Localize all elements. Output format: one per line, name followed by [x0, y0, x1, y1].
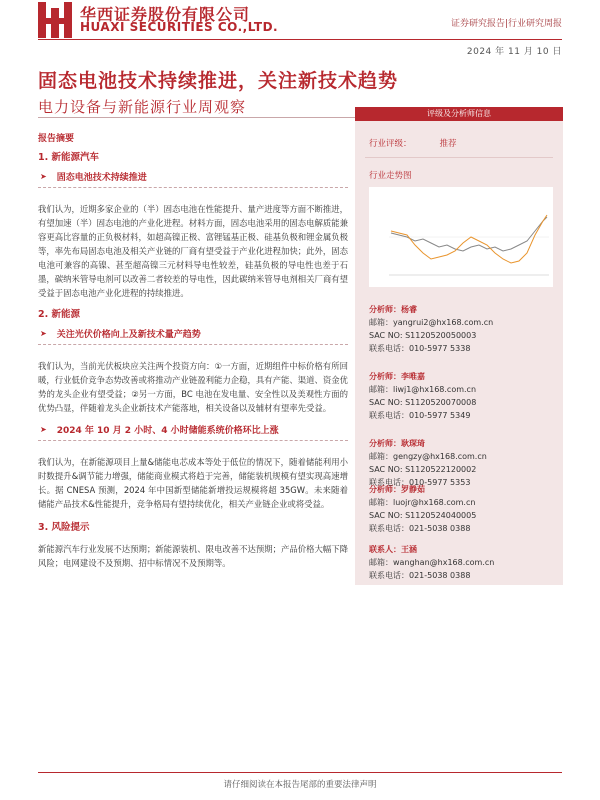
dashed-divider	[38, 344, 348, 345]
rating-analyst-sidebar	[355, 107, 563, 585]
summary-column	[38, 131, 348, 570]
subheading-text: 关注光伏价格向上及新技术量产趋势	[56, 330, 201, 340]
section-heading: 3. 风险提示	[38, 522, 90, 533]
analyst-card	[369, 370, 476, 422]
contact-card	[369, 543, 494, 582]
analyst-sac: SAC NO: S1120524040005	[369, 511, 477, 520]
legal-notice: 请仔细阅读在本报告尾部的重要法律声明	[223, 780, 377, 790]
rating-label: 行业评级：	[369, 139, 412, 149]
subheading-text: 2024 年 10 月 2 小时、4 小时储能系统价格环比上涨	[56, 426, 279, 436]
contact-name: 联系人：王涵	[369, 545, 417, 554]
analyst-name: 分析师：耿琛琦	[369, 439, 425, 448]
footer-divider	[38, 772, 562, 773]
contact-email: 邮箱：wanghan@hx168.com.cn	[369, 558, 495, 567]
company-name-en: HUAXI SECURITIES CO.,LTD.	[80, 20, 279, 34]
analyst-phone: 联系电话：021-5038 0388	[369, 524, 471, 533]
analyst-name: 分析师：罗静茹	[369, 485, 425, 494]
risk-paragraph: 新能源汽车行业发展不达预期；新能源装机、限电改善不达预期；产品价格大幅下降风险；电网建设不及预期、招中标情况不及预期等。	[38, 544, 348, 568]
analyst-phone: 联系电话：010-5977 5338	[369, 344, 471, 353]
analyst-card	[369, 303, 493, 355]
analyst-email: 邮箱：gengzy@hx168.com.cn	[369, 452, 487, 461]
summary-title: 报告摘要	[38, 134, 75, 144]
analyst-sac: SAC NO: S1120522120002	[369, 465, 477, 474]
analyst-sac: SAC NO: S1120520070008	[369, 398, 477, 407]
analyst-card	[369, 483, 476, 535]
arrow-right-icon: ➤	[40, 425, 47, 434]
huaxi-logo-icon	[38, 2, 72, 38]
analyst-sac: SAC NO: S1120520050003	[369, 331, 477, 340]
company-name-cn: 华西证券股份有限公司	[80, 5, 251, 24]
trend-line-industry	[391, 215, 547, 263]
header-divider	[38, 39, 562, 40]
rating-value: 推荐	[439, 139, 457, 149]
report-title: 固态电池技术持续推进，关注新技术趋势	[38, 70, 399, 92]
report-type-tag: 证券研究报告|行业研究周报	[450, 19, 562, 29]
analyst-phone: 联系电话：010-5977 5349	[369, 411, 471, 420]
industry-trend-chart	[369, 187, 553, 287]
analyst-email: 邮箱：yangrui2@hx168.com.cn	[369, 318, 494, 327]
report-header	[0, 0, 600, 62]
arrow-right-icon: ➤	[40, 329, 47, 338]
sidebar-divider	[365, 157, 553, 158]
analyst-email: 邮箱：liwj1@hx168.com.cn	[369, 385, 477, 394]
dashed-divider	[38, 440, 348, 441]
report-date: 2024 年 11 月 10 日	[466, 47, 562, 57]
section-paragraph: 我们认为，近期多家企业的（半）固态电池在性能提升、量产进度等方面不断推进，有望加速（半）固态电池的产业化进程。材料方面，固态电池采用的固态电解质能兼容更高比容量的正负极材料，如超高镍正极、富锂锰基正极、硅基负极和锂金属负极等，率先布局固态电池及相关产业链的厂商有望受益于产业化进程加快；此外，固态电池可兼容的高镍、甚至超高镍三元材料导电性较差，硅基负极的导电性也差于石墨，碳纳米管导电剂可以改善二者较差的导电性，因此碳纳米管导电剂相关厂商有望受益于固态电池产业化进程的持续推进。	[38, 204, 348, 298]
analyst-name: 分析师：李唯嘉	[369, 372, 425, 381]
industry-rating	[369, 137, 457, 149]
report-subtitle: 电力设备与新能源行业周观察	[38, 98, 247, 116]
section-heading: 1. 新能源汽车	[38, 152, 100, 163]
analyst-card	[369, 437, 487, 489]
dashed-divider	[38, 187, 348, 188]
section-subheading	[38, 170, 348, 183]
section-paragraph: 我们认为，在新能源项目上量&储能电芯成本等处于低位的情况下，随着储能利用小时数提升&调节能力增强，储能商业模式将趋于完善，储能装机规模有望实现高速增长。据 CNESA 预测，2024 年中国新型储能新增投运规模将超 35GW。未来随着储能产品技术&性能提升，竞争格局有望持续优化，相关产业链企业或将受益。	[38, 457, 348, 509]
analyst-name: 分析师：杨睿	[369, 305, 417, 314]
sidebar-header: 评级及分析师信息	[355, 107, 563, 121]
subheading-text: 固态电池技术持续推进	[56, 173, 147, 183]
analyst-email: 邮箱：luojr@hx168.com.cn	[369, 498, 476, 507]
arrow-right-icon: ➤	[40, 172, 47, 181]
contact-phone: 联系电话：021-5038 0388	[369, 571, 471, 580]
section-heading: 2. 新能源	[38, 309, 81, 320]
section-paragraph: 我们认为，当前光伏板块应关注两个投资方向：①一方面，近期组件中标价格有所回暖，行业低价竞争态势改善或将推动产业链盈利能力企稳，具有产能、渠道、资金优势的龙头企业有望受益；②另一方面，BC 电池在发电量、安全性以及美观性方面的优势凸显，伴随着龙头企业新技术产能落地，相关设备以及辅材有望率先受益。	[38, 361, 348, 413]
section-subheading	[38, 423, 348, 436]
trend-line-index	[391, 217, 547, 251]
analyst-phone: 联系电话：010-5977 5353	[369, 478, 471, 487]
trend-chart-label: 行业走势图	[369, 171, 412, 181]
section-subheading	[38, 327, 348, 340]
